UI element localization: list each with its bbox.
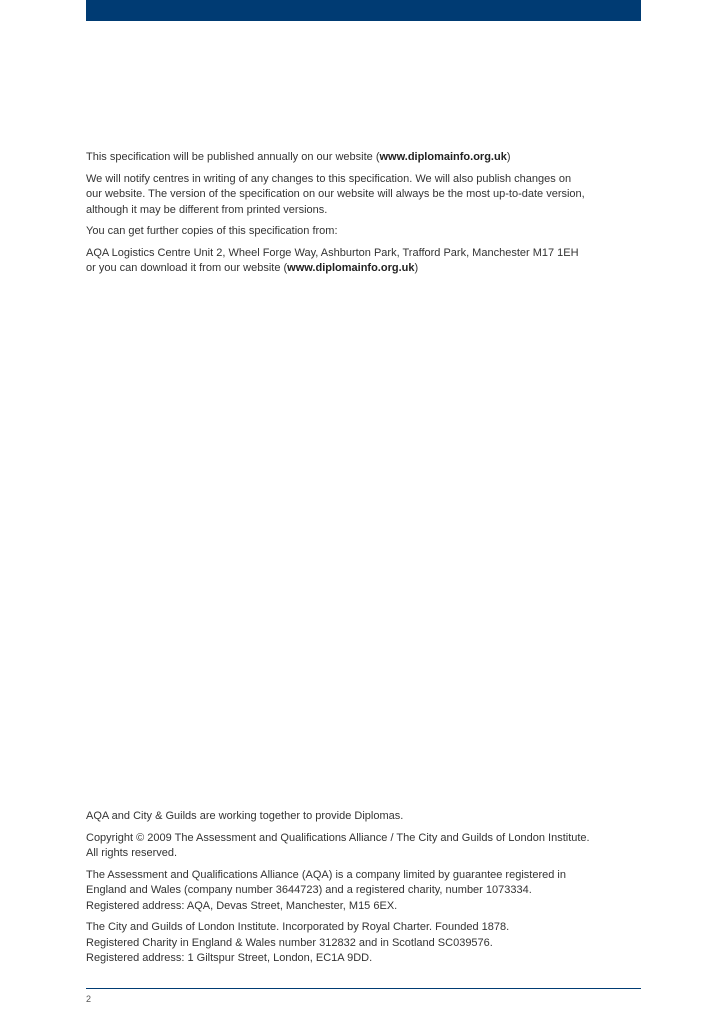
website-link-download[interactable]: www.diplomainfo.org.uk (287, 262, 415, 274)
footer-rule (86, 988, 641, 989)
publication-info (86, 150, 641, 283)
city-guilds-registration: The City and Guilds of London Institute. Incorporated by Royal Charter. Founded 1878. Registered Charity in England & Wales number 312832 and in Scotland SC039576. Registered address: 1 Giltspur Street, London, EC1A 9DD. (86, 921, 510, 964)
copyright-notice: Copyright © 2009 The Assessment and Qualifications Alliance / The City and Guilds of London Institute. All rights reserved. (86, 831, 590, 859)
logistics-address: AQA Logistics Centre Unit 2, Wheel Forge Way, Ashburton Park, Trafford Park, Manchester M17 1EH or you can download it from our website (www.diplomainfo.org.uk) (86, 246, 579, 274)
website-notice: This specification will be published annually on our website (www.diplomainfo.org.uk) (86, 151, 511, 163)
page-number: 2 (86, 994, 92, 1004)
changes-notice: We will notify centres in writing of any changes to this specification. We will also publish changes on our website. The version of the specification on our website will always be the most up-to-date version, although it may be different from printed versions. (86, 172, 585, 216)
website-link[interactable]: www.diplomainfo.org.uk (379, 151, 507, 163)
partnership-statement: AQA and City & Guilds are working together to provide Diplomas. (86, 810, 404, 822)
copies-notice: You can get further copies of this specification from: (86, 225, 338, 237)
aqa-registration: The Assessment and Qualifications Alliance (AQA) is a company limited by guarantee registered in England and Wales (company number 3644723) and a registered charity, number 1073334. Registered address: AQA, Devas Street, Manchester, M15 6EX. (86, 868, 566, 912)
legal-info (86, 809, 641, 973)
header-band (86, 0, 641, 21)
